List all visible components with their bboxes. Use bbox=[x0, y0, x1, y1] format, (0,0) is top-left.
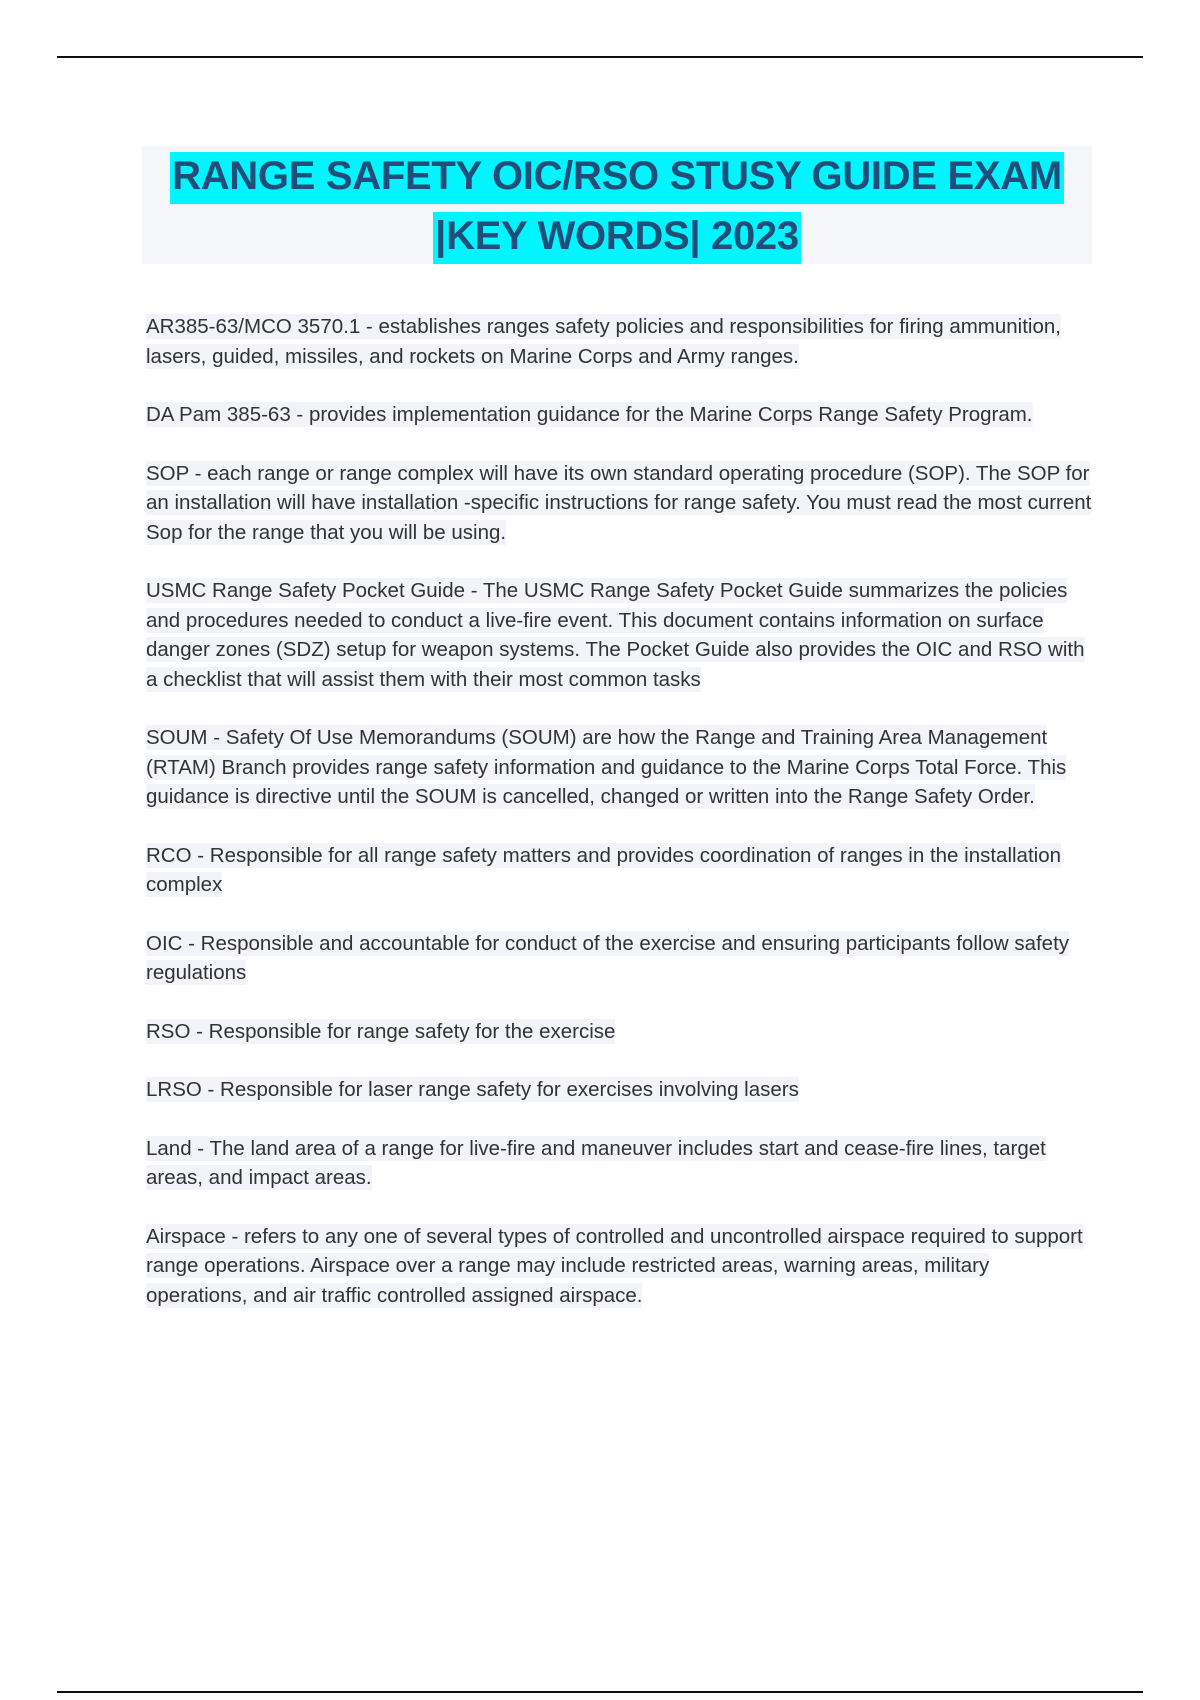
key-words-list bbox=[146, 312, 1096, 1339]
entry-usmc-pocket-guide: USMC Range Safety Pocket Guide - The USMC Range Safety Pocket Guide summarizes the policies and procedures needed to conduct a live-fire event. This document contains information on surface danger zones (SDZ) setup for weapon systems. The Pocket Guide also provides the OIC and RSO with a checklist that will assist them with their most common tasks bbox=[146, 579, 1085, 691]
entry-land: Land - The land area of a range for live-fire and maneuver includes start and cease-fire lines, target areas, and impact areas. bbox=[146, 1136, 1046, 1189]
top-rule bbox=[57, 56, 1143, 58]
entry-da-pam-385-63: DA Pam 385-63 - provides implementation guidance for the Marine Corps Range Safety Program. bbox=[146, 403, 1033, 426]
entry-soum: SOUM - Safety Of Use Memorandums (SOUM) are how the Range and Training Area Management (RTAM) Branch provides range safety information and guidance to the Marine Corps Total Force. This guidance is directive until the SOUM is cancelled, changed or written into the Range Safety Order. bbox=[146, 726, 1067, 808]
entry-oic: OIC - Responsible and accountable for conduct of the exercise and ensuring participants follow safety regulations bbox=[146, 931, 1070, 984]
entry-rso: RSO - Responsible for range safety for the exercise bbox=[146, 1019, 616, 1043]
document-title bbox=[142, 146, 1092, 264]
entry-rco: RCO - Responsible for all range safety matters and provides coordination of ranges in the installation complex bbox=[146, 843, 1062, 896]
entry-sop: SOP - each range or range complex will have its own standard operating procedure (SOP). The SOP for an installation will have installation -specific instructions for range safety. You must read the most current Sop for the range that you will be using. bbox=[146, 461, 1092, 544]
title-line-1: RANGE SAFETY OIC/RSO STUSY GUIDE EXAM bbox=[170, 152, 1064, 204]
entry-ar385-63: AR385-63/MCO 3570.1 - establishes ranges safety policies and responsibilities for firing ammunition, lasers, guided, missiles, and rockets on Marine Corps and Army ranges. bbox=[146, 315, 1061, 368]
bottom-rule bbox=[57, 1691, 1143, 1693]
entry-lrso: LRSO - Responsible for laser range safety for exercises involving lasers bbox=[146, 1078, 799, 1101]
entry-airspace: Airspace - refers to any one of several types of controlled and uncontrolled airspace required to support range operations. Airspace over a range may include restricted areas, warning areas, military operations, and air traffic controlled assigned airspace. bbox=[146, 1224, 1083, 1307]
title-line-2: |KEY WORDS| 2023 bbox=[433, 212, 801, 264]
